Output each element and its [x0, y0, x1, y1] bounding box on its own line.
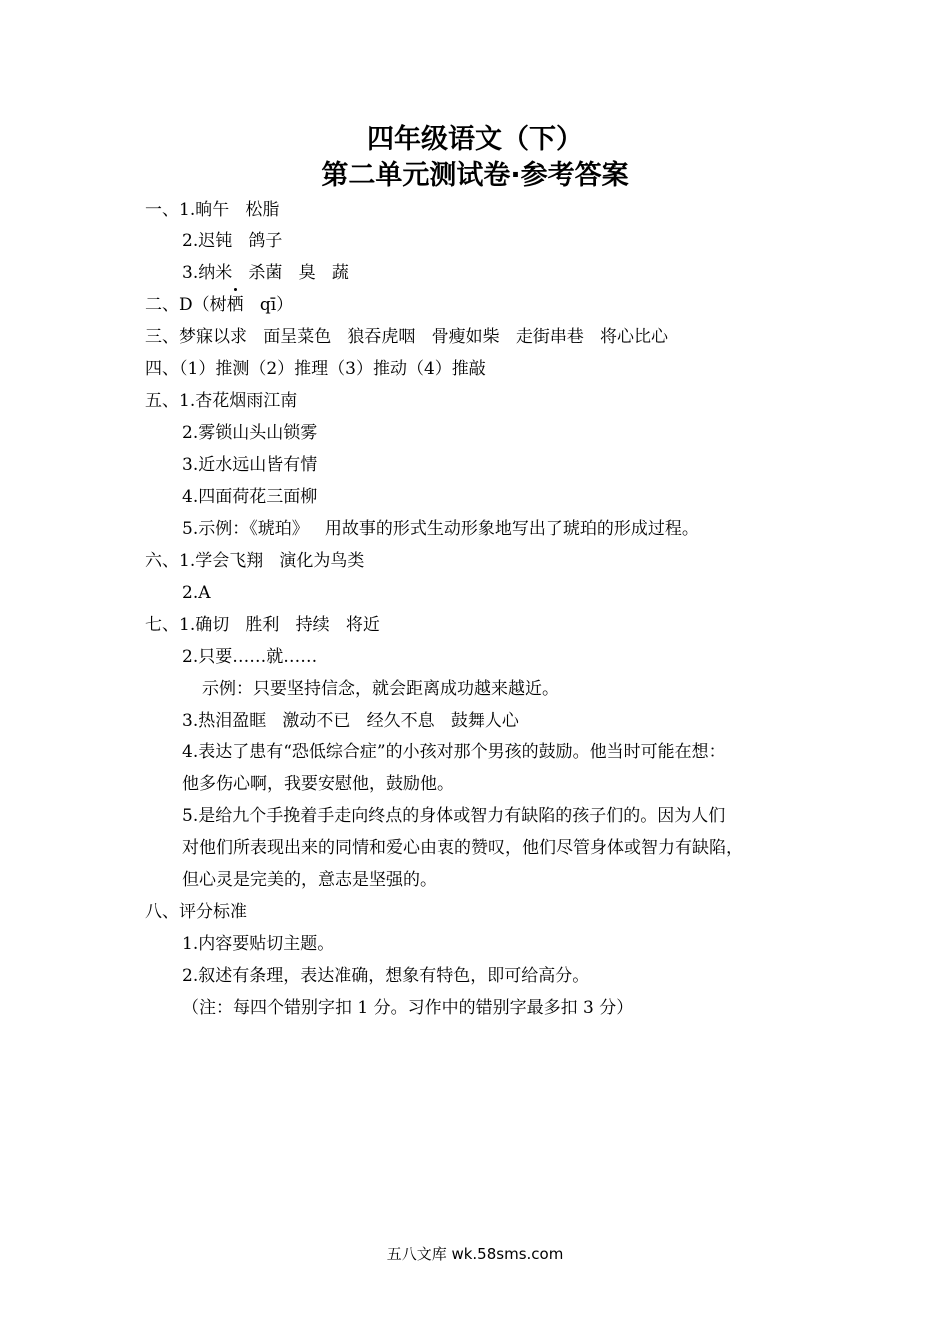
answer-line: 4.表达了患有“恐低综合症”的小孩对那个男孩的鼓励。他当时可能在想： [182, 742, 726, 762]
page-title: 四年级语文（下） [367, 124, 583, 155]
answer-line-2 [145, 294, 293, 316]
answer-text: 二、D（树 [145, 295, 227, 315]
answer-line: 四、（1）推测（2）推理（3）推动（4）推敲 [145, 359, 486, 379]
answer-line: 2.叙述有条理，表达准确，想象有特色，即可给高分。 [182, 966, 590, 986]
answer-line: 他多伤心啊，我要安慰他，鼓励他。 [182, 774, 454, 794]
footer-watermark: 五八文库 wk.58sms.com [386, 1245, 564, 1263]
answer-line: 4.四面荷花三面柳 [182, 487, 318, 507]
answer-line: 2.雾锁山头山锁雾 [182, 423, 318, 443]
answer-line: 5.示例：《琥珀》 用故事的形式生动形象地写出了琥珀的形成过程。 [182, 519, 699, 539]
answer-line: 对他们所表现出来的同情和爱心由衷的赞叹，他们尽管身体或智力有缺陷， [182, 838, 743, 858]
answer-line: 示例：只要坚持信念，就会距离成功越来越近。 [202, 679, 559, 699]
answer-text: qī） [243, 295, 294, 315]
answer-line: （注：每四个错别字扣 1 分。习作中的错别字最多扣 3 分） [182, 998, 634, 1018]
answer-line: 3.热泪盈眶 激动不已 经久不息 鼓舞人心 [182, 711, 519, 731]
answer-line: 2.只要……就…… [182, 647, 318, 667]
answer-line: 一、1.晌午 松脂 [145, 200, 280, 220]
answer-line: 八、评分标准 [145, 902, 247, 922]
answer-line: 2.迟钝 鸽子 [182, 231, 283, 251]
answer-line: 1.内容要贴切主题。 [182, 934, 335, 954]
emphasis-dot-icon [234, 288, 237, 291]
page-subtitle: 第二单元测试卷·参考答案 [321, 160, 629, 191]
answer-line: 六、1.学会飞翔 演化为鸟类 [145, 551, 365, 571]
answer-line: 三、梦寐以求 面呈菜色 狼吞虎咽 骨瘦如柴 走街串巷 将心比心 [145, 327, 669, 347]
emphasis-char: 栖 [227, 294, 244, 316]
answer-line: 七、1.确切 胜利 持续 将近 [145, 615, 380, 635]
answer-line: 但心灵是完美的，意志是坚强的。 [182, 870, 437, 890]
answer-line: 2.A [182, 583, 211, 603]
answer-line: 3.近水远山皆有情 [182, 455, 318, 475]
answer-line: 五、1.杏花烟雨江南 [145, 391, 298, 411]
answer-line: 5.是给九个手挽着手走向终点的身体或智力有缺陷的孩子们的。因为人们 [182, 806, 726, 826]
answer-line: 3.纳米 杀菌 臭 蔬 [182, 263, 349, 283]
